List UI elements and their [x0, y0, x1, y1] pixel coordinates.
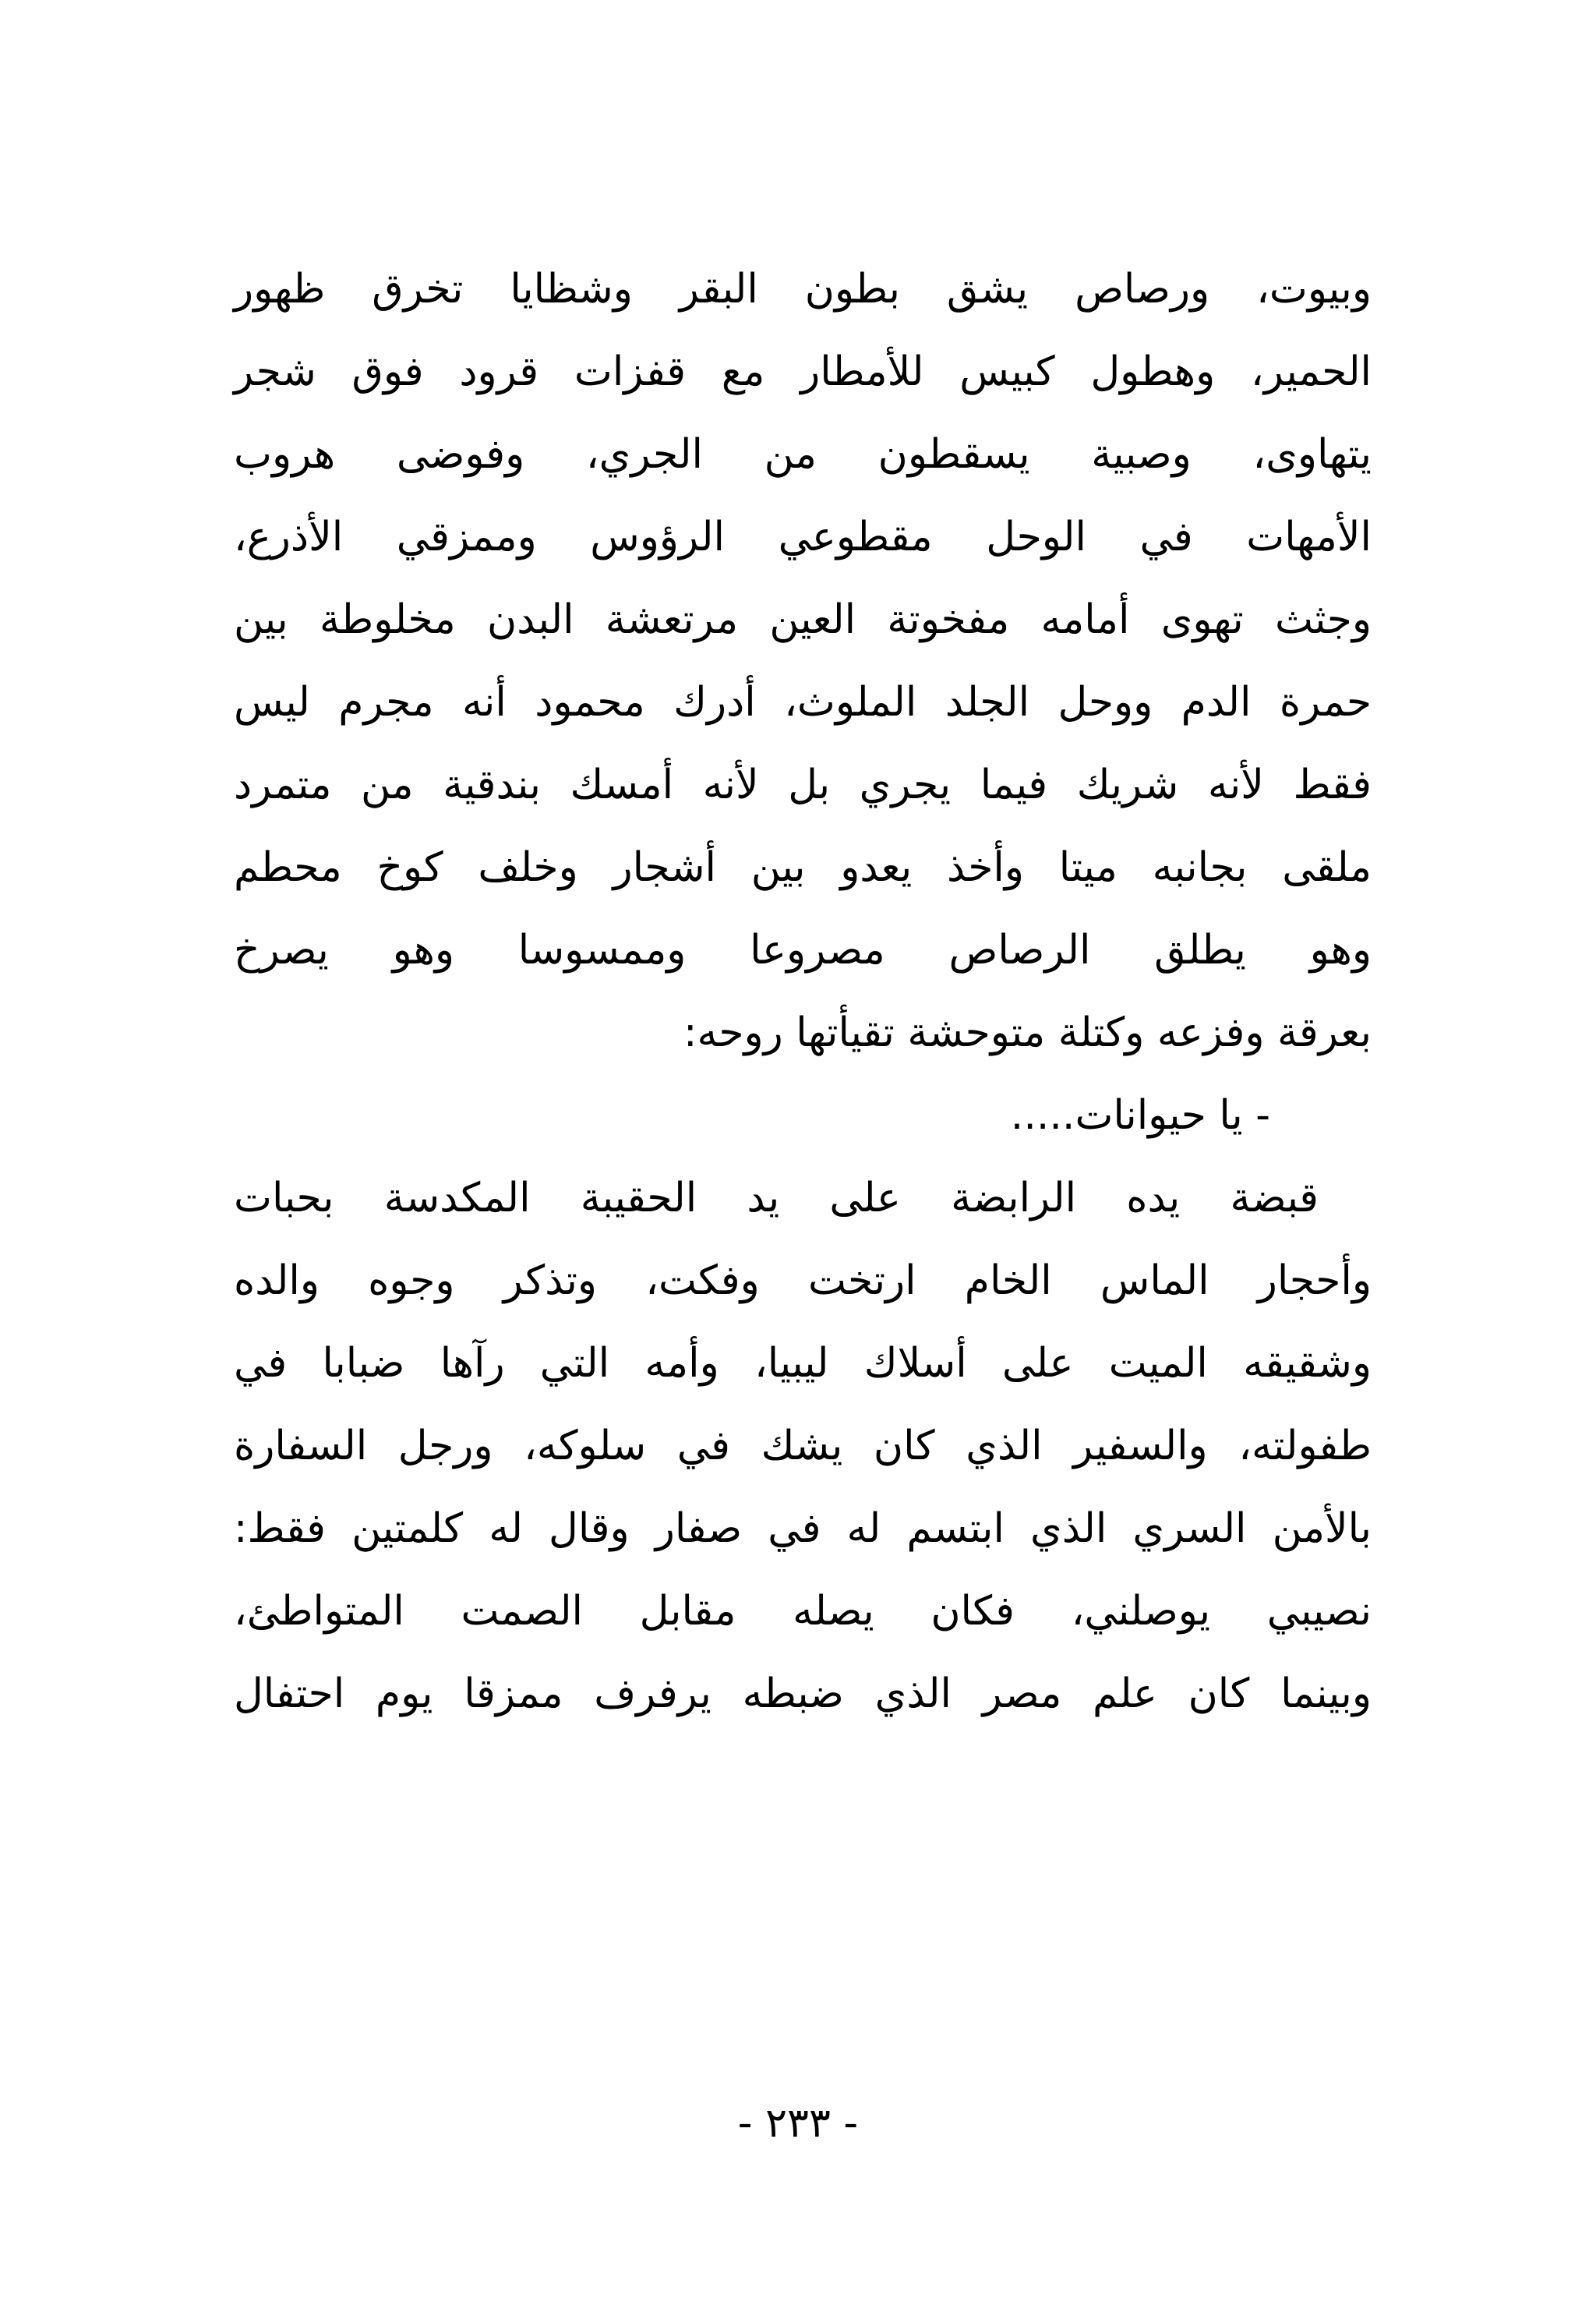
page-number: - ٢٣٣ - [737, 2100, 859, 2147]
text-line: وجثث تهوى أمامه مفخوتة العين مرتعشة البدن مخلوطة بين [234, 596, 1372, 643]
paragraph-start-line: قبضة يده الرابضة على يد الحقيبة المكدسة بحبات [234, 1175, 1319, 1221]
text-line: ملقى بجانبه ميتا وأخذ يعدو بين أشجار وخلف كوخ محطم [234, 844, 1372, 891]
body-text [234, 248, 1372, 1735]
text-line: بالأمن السري الذي ابتسم له في صفار وقال له كلمتين فقط: [234, 1505, 1372, 1552]
text-line: وشقيقه الميت على أسلاك ليبيا، وأمه التي رآها ضبابا في [234, 1340, 1372, 1387]
text-line: طفولته، والسفير الذي كان يشك في سلوكه، ورجل السفارة [234, 1423, 1372, 1469]
text-line: وأحجار الماس الخام ارتخت وفكت، وتذكر وجوه والده [234, 1257, 1372, 1304]
text-line: بعرقة وفزعه وكتلة متوحشة تقيأتها روحه: [683, 1009, 1372, 1056]
text-line: حمرة الدم ووحل الجلد الملوث، أدرك محمود أنه مجرم ليس [234, 679, 1372, 726]
text-line: الحمير، وهطول كبيس للأمطار مع قفزات قرود فوق شجر [234, 348, 1372, 395]
text-line: وبيوت، ورصاص يشق بطون البقر وشظايا تخرق ظهور [234, 266, 1372, 313]
text-line: وهو يطلق الرصاص مصروعا وممسوسا وهو يصرخ [234, 927, 1372, 974]
text-line: يتهاوى، وصبية يسقطون من الجري، وفوضى هروب [234, 431, 1372, 478]
text-line: فقط لأنه شريك فيما يجري بل لأنه أمسك بندقية من متمرد [234, 762, 1372, 808]
text-line: الأمهات في الوحل مقطوعي الرؤوس وممزقي الأذرع، [234, 514, 1372, 560]
text-line: نصيبي يوصلني، فكان يصله مقابل الصمت المتواطئ، [234, 1588, 1372, 1635]
dialogue-line: - يا حيوانات..... [1010, 1092, 1270, 1139]
text-line: وبينما كان علم مصر الذي ضبطه يرفرف ممزقا يوم احتفال [234, 1670, 1372, 1717]
